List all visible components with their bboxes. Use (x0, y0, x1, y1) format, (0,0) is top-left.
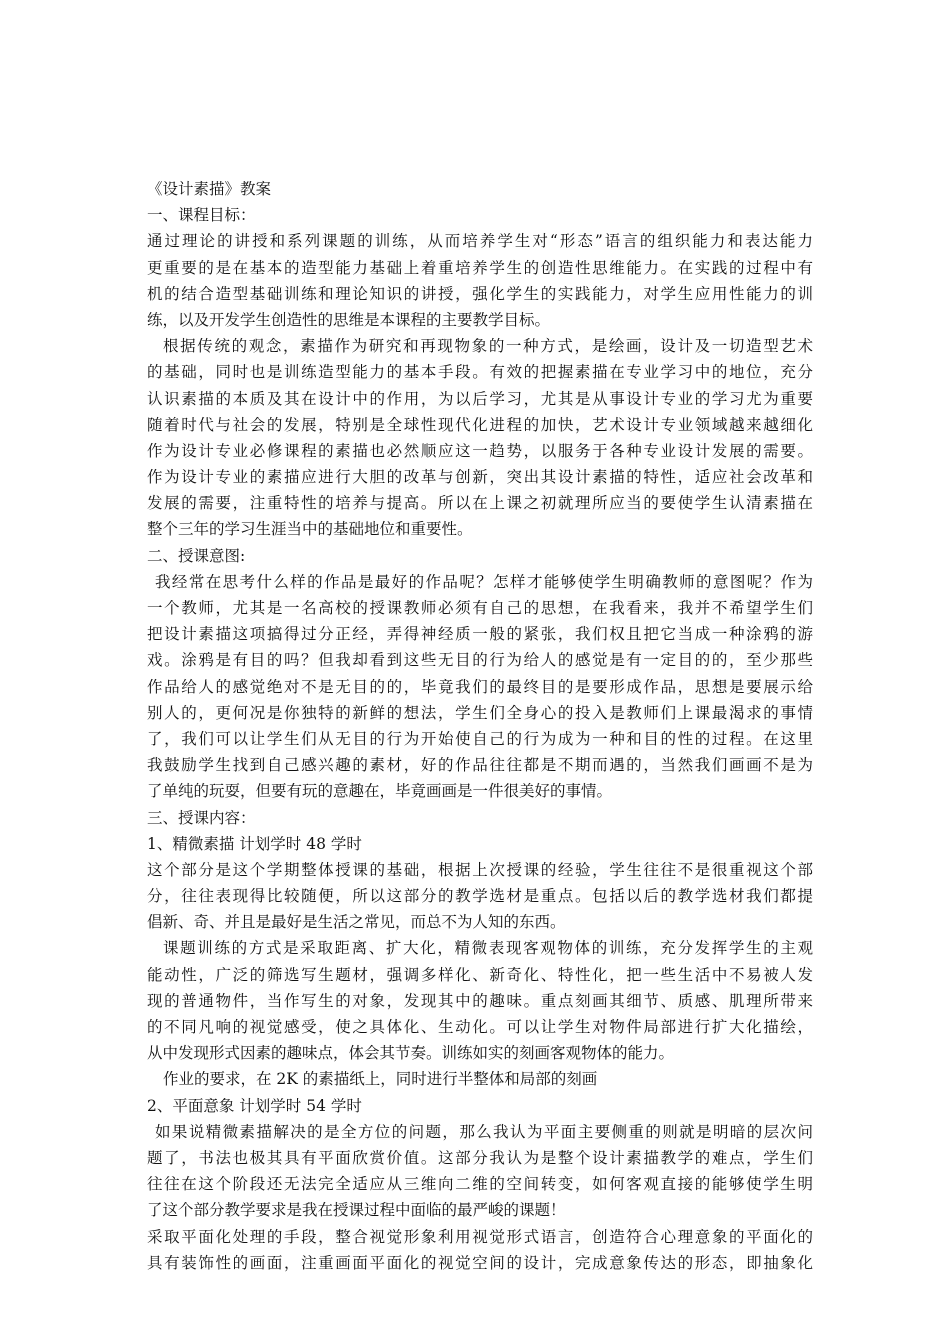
text-line: 我经常在思考什么样的作品是最好的作品呢？怎样才能够使学生明确教师的意图呢？作为 (155, 572, 813, 591)
text-line: 了这个部分教学要求是我在授课过程中面临的最严峻的课题！ (147, 1201, 566, 1220)
text-line: 更重要的是在基本的造型能力基础上着重培养学生的创造性思维能力。在实践的过程中有 (147, 258, 813, 277)
text-line: 了单纯的玩耍，但要有玩的意趣在，毕竟画画是一件很美好的事情。 (147, 782, 613, 801)
text-line: 戏。涂鸦是有目的吗？但我却看到这些无目的行为给人的感觉是有一定目的的，至少那些 (147, 651, 813, 670)
text-line: 一个教师，尤其是一名高校的授课教师必须有自己的思想，在我看来，我并不希望学生们 (147, 599, 813, 617)
text-line: 作品给人的感觉绝对不是无目的的，毕竟我们的最终目的是要形成作品，思想是要展示给 (147, 677, 813, 696)
section-heading-goals: 一、课程目标： (147, 206, 256, 225)
text-line: 题了，书法也极其具有平面欣赏价值。这部分我认为是整个设计素描教学的难点，学生们 (147, 1148, 813, 1167)
text-line: 具有装饰性的画面，注重画面平面化的视觉空间的设计，完成意象传达的形态，即抽象化 (147, 1253, 813, 1272)
text-line: 我鼓励学生找到自己感兴趣的素材，好的作品往往都是不期而遇的，当然我们画画不是为 (147, 756, 813, 775)
section-heading-intent: 二、授课意图: (147, 546, 246, 565)
text-line: 别人的，更何况是你独特的新鲜的想法，学生们全身心的投入是教师们上课最渴求的事情 (147, 703, 813, 722)
text-line: 作为设计专业的素描应进行大胆的改革与创新，突出其设计素描的特性，适应社会改革和 (147, 468, 813, 487)
text-line: 作为设计专业必修课程的素描也必然顺应这一趋势，以服务于各种专业设计发展的需要。 (147, 441, 813, 460)
text-line: 这个部分是这个学期整体授课的基础，根据上次授课的经验，学生往往不是很重视这个部 (147, 860, 813, 879)
text-line: 采取平面化处理的手段，整合视觉形象利用视觉形式语言，创造符合心理意象的平面化的 (147, 1227, 813, 1246)
text-line: 的基础，同时也是训练造型能力的基本手段。有效的把握素描在专业学习中的地位，充分 (147, 363, 813, 382)
document-page (147, 176, 813, 1276)
document-title: 《设计素描》教案 (147, 180, 272, 198)
text-line: 课题训练的方式是采取距离、扩大化，精微表现客观物体的训练，充分发挥学生的主观 (163, 939, 813, 958)
text-line: 根据传统的观念，素描作为研究和再现物象的一种方式，是绘画，设计及一切造型艺术 (163, 337, 813, 356)
text-line: 了，我们可以让学生们从无目的行为开始使自己的行为成为一种和目的性的过程。在这里 (147, 729, 813, 748)
text-line: 通过理论的讲授和系列课题的训练，从而培养学生对“形态”语言的组织能力和表达能力 (147, 232, 813, 251)
text-line: 能动性，广泛的筛选写生题材，强调多样化、新奇化、特性化，把一些生活中不易被人发 (147, 965, 813, 984)
text-line: 把设计素描这项搞得过分正经，弄得神经质一般的紧张，我们权且把它当成一种涂鸦的游 (147, 625, 813, 644)
text-line: 现的普通物件，当作写生的对象，发现其中的趣味。重点刻画其细节、质感、肌理所带来 (147, 991, 813, 1010)
text-line: 的不同凡响的视觉感受，使之具体化、生动化。可以让学生对物件局部进行扩大化描绘， (147, 1018, 813, 1036)
text-line: 发展的需要，注重特性的培养与提高。所以在上课之初就理所应当的要使学生认清素描在 (147, 494, 813, 513)
text-line: 作业的要求，在 2K 的素描纸上，同时进行半整体和局部的刻画 (163, 1070, 598, 1089)
text-line: 机的结合造型基础训练和理论知识的讲授，强化学生的实践能力，对学生应用性能力的训 (147, 284, 813, 303)
text-line: 随着时代与社会的发展，特别是全球性现代化进程的加快，艺术设计专业领域越来越细化 (147, 415, 813, 434)
subsection-heading-detail-sketch: 1、精微素描 计划学时 48 学时 (147, 834, 362, 853)
text-line: 练，以及开发学生创造性的思维是本课程的主要教学目标。 (147, 310, 551, 329)
text-line: 分，往往表现得比较随便，所以这部分的教学选材是重点。包括以后的教学选材我们都提 (147, 887, 813, 906)
text-line: 认识素描的本质及其在设计中的作用，为以后学习，尤其是从事设计专业的学习尤为重要 (147, 389, 813, 408)
subsection-heading-flat-imagery: 2、平面意象 计划学时 54 学时 (147, 1096, 362, 1115)
section-heading-content: 三、授课内容： (147, 808, 256, 827)
text-line: 整个三年的学习生涯当中的基础地位和重要性。 (147, 520, 473, 539)
text-line: 往往在这个阶段还无法完全适应从三维向二维的空间转变，如何客观直接的能够使学生明 (147, 1175, 813, 1194)
text-line: 倡新、奇、并且是最好是生活之常见，而总不为人知的东西。 (147, 913, 566, 932)
text-line: 如果说精微素描解决的是全方位的问题，那么我认为平面主要侧重的则就是明暗的层次问 (155, 1122, 813, 1141)
text-line: 从中发现形式因素的趣味点，体会其节奏。训练如实的刻画客观物体的能力。 (147, 1044, 675, 1063)
